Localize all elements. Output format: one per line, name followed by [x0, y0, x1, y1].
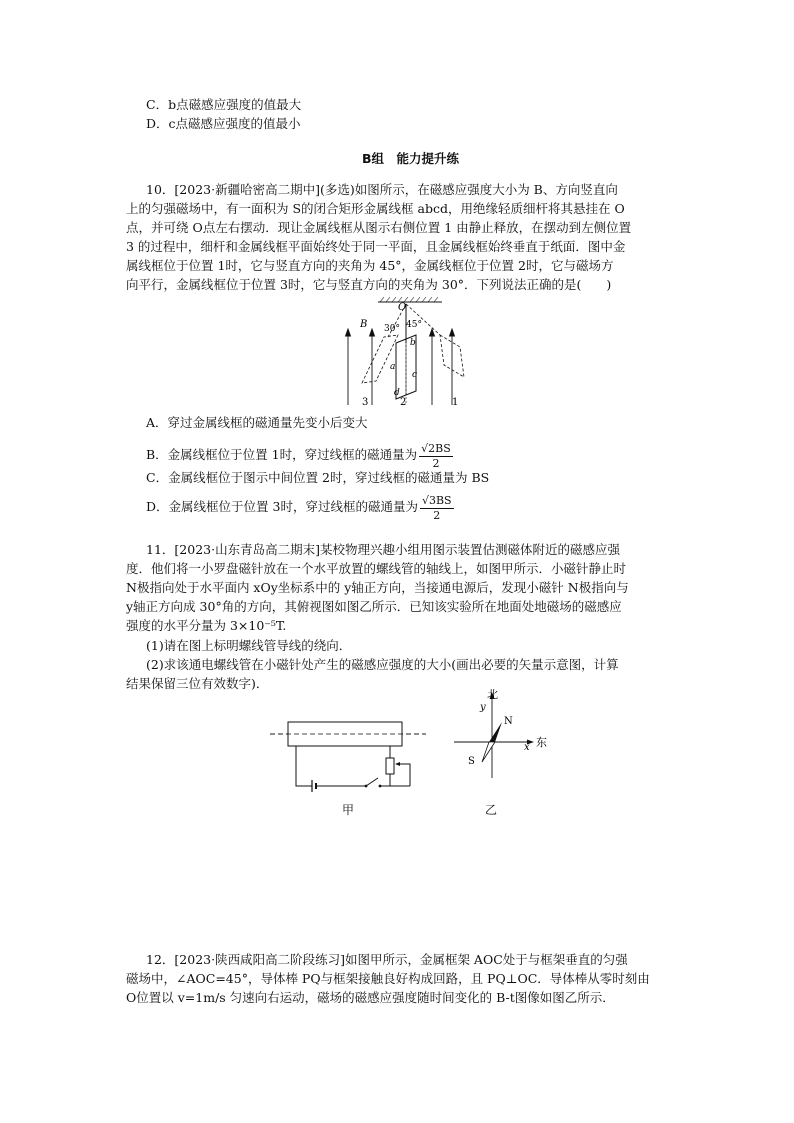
q11-line: 11．[2023·山东青岛高二期末]某校物理兴趣小组用图示装置估测磁体附近的磁感应强 [146, 542, 620, 557]
q11-line: 强度的水平分量为 3×10⁻⁵T. [126, 618, 287, 633]
position-1: 1 [452, 397, 459, 408]
option-b-text: B．金属线框位于位置 1时，穿过线框的磁通量为 [146, 447, 418, 462]
option-d-text: D．金属线框位于位置 3时，穿过线框的磁通量为 [146, 499, 418, 514]
angle-45: 45° [406, 320, 422, 330]
compass-n: N [504, 716, 513, 727]
q10-line: 向平行，金属线框位于位置 3时，它与竖直方向的夹角为 30°．下列说法正确的是( ) [126, 277, 612, 292]
position-3: 3 [362, 397, 369, 408]
label-b: b [410, 338, 416, 348]
q12-line: O位置以 v=1m/s 匀速向右运动，磁场的磁感应强度随时间变化的 B-t图像如图乙所示． [126, 990, 615, 1005]
angle-30: 30° [384, 324, 400, 334]
label-c: c [412, 370, 418, 380]
q11-sub-1: (1)请在图上标明螺线管导线的绕向． [146, 638, 352, 653]
compass-x-axis: x [524, 742, 530, 753]
fraction-denominator: 2 [433, 508, 441, 522]
fraction-denominator: 2 [432, 456, 440, 470]
q11-line: N极指向处于水平面内 xOy坐标系中的 y轴正方向，当接通电源后，发现小磁针 N极指向与 [126, 580, 629, 595]
q11-sub-2: (2)求该通电螺线管在小磁针处产生的磁感应强度的大小(画出必要的矢量示意图，计算 [146, 657, 619, 672]
compass-east: 东 [536, 736, 547, 749]
q10-figure [340, 295, 480, 410]
compass-s: S [468, 756, 475, 767]
label-d: d [394, 388, 400, 398]
fraction [419, 442, 453, 470]
q12-line: 磁场中，∠AOC=45°，导体棒 PQ与框架接触良好构成回路，且 PQ⊥OC．导体棒从零时刻由 [126, 971, 650, 986]
q12-line: 12．[2023·陕西咸阳高二阶段练习]如图甲所示，金属框架 AOC处于与框架垂直的匀强 [146, 952, 628, 967]
q10-line: 点，并可绕 O点左右摆动．现让金属线框从图示右侧位置 1 由静止释放，在摆动到左侧位置 [126, 220, 632, 235]
figure-label-jia: 甲 [342, 803, 355, 817]
option-c-prev: C．b点磁感应强度的值最大 [146, 97, 302, 112]
q11-line: 度．他们将一小罗盘磁针放在一个水平放置的螺线管的轴线上，如图甲所示．小磁针静止时 [126, 561, 627, 576]
section-title: B组 能力提升练 [362, 151, 460, 166]
fraction-numerator: √3BS [421, 493, 452, 507]
label-a: a [390, 362, 396, 372]
q10-line: 属线框位于位置 1时，它与竖直方向的夹角为 45°，金属线框位于位置 2时，它与磁场方 [126, 258, 614, 273]
q10-line: 3 的过程中，细杆和金属线框平面始终处于同一平面，且金属线框始终垂直于纸面．图中金 [126, 239, 626, 254]
q10-option-b [146, 440, 453, 470]
q10-option-a: A．穿过金属线框的磁通量先变小后变大 [146, 415, 368, 430]
q10-line: 10．[2023·新疆哈密高二期中](多选)如图所示，在磁感应强度大小为 B、方向竖直向 [146, 182, 618, 197]
q11-line: y轴正方向成 30°角的方向，其俯视图如图乙所示．已知该实验所在地面处地磁场的磁感应 [126, 599, 622, 614]
compass-y-axis: y [480, 702, 486, 713]
fraction-numerator: √2BS [421, 441, 451, 455]
fraction [420, 494, 454, 522]
position-2: 2 [400, 397, 407, 408]
compass-figure [450, 686, 580, 786]
q10-line: 上的匀强磁场中，有一面积为 S的闭合矩形金属线框 abcd，用绝缘轻质细杆将其悬挂在 O [126, 201, 625, 216]
label-o: O [398, 302, 407, 313]
q11-sub-2-cont: 结果保留三位有效数字)． [126, 676, 269, 691]
label-b-field: B [360, 319, 368, 330]
q10-option-d [146, 492, 454, 522]
q10-option-c: C．金属线框位于图示中间位置 2时，穿过线框的磁通量为 BS [146, 470, 490, 485]
figure-label-yi: 乙 [485, 803, 498, 817]
option-d-prev: D．c点磁感应强度的值最小 [146, 116, 301, 131]
solenoid-figure [268, 712, 428, 796]
compass-north: 北 [487, 688, 498, 701]
